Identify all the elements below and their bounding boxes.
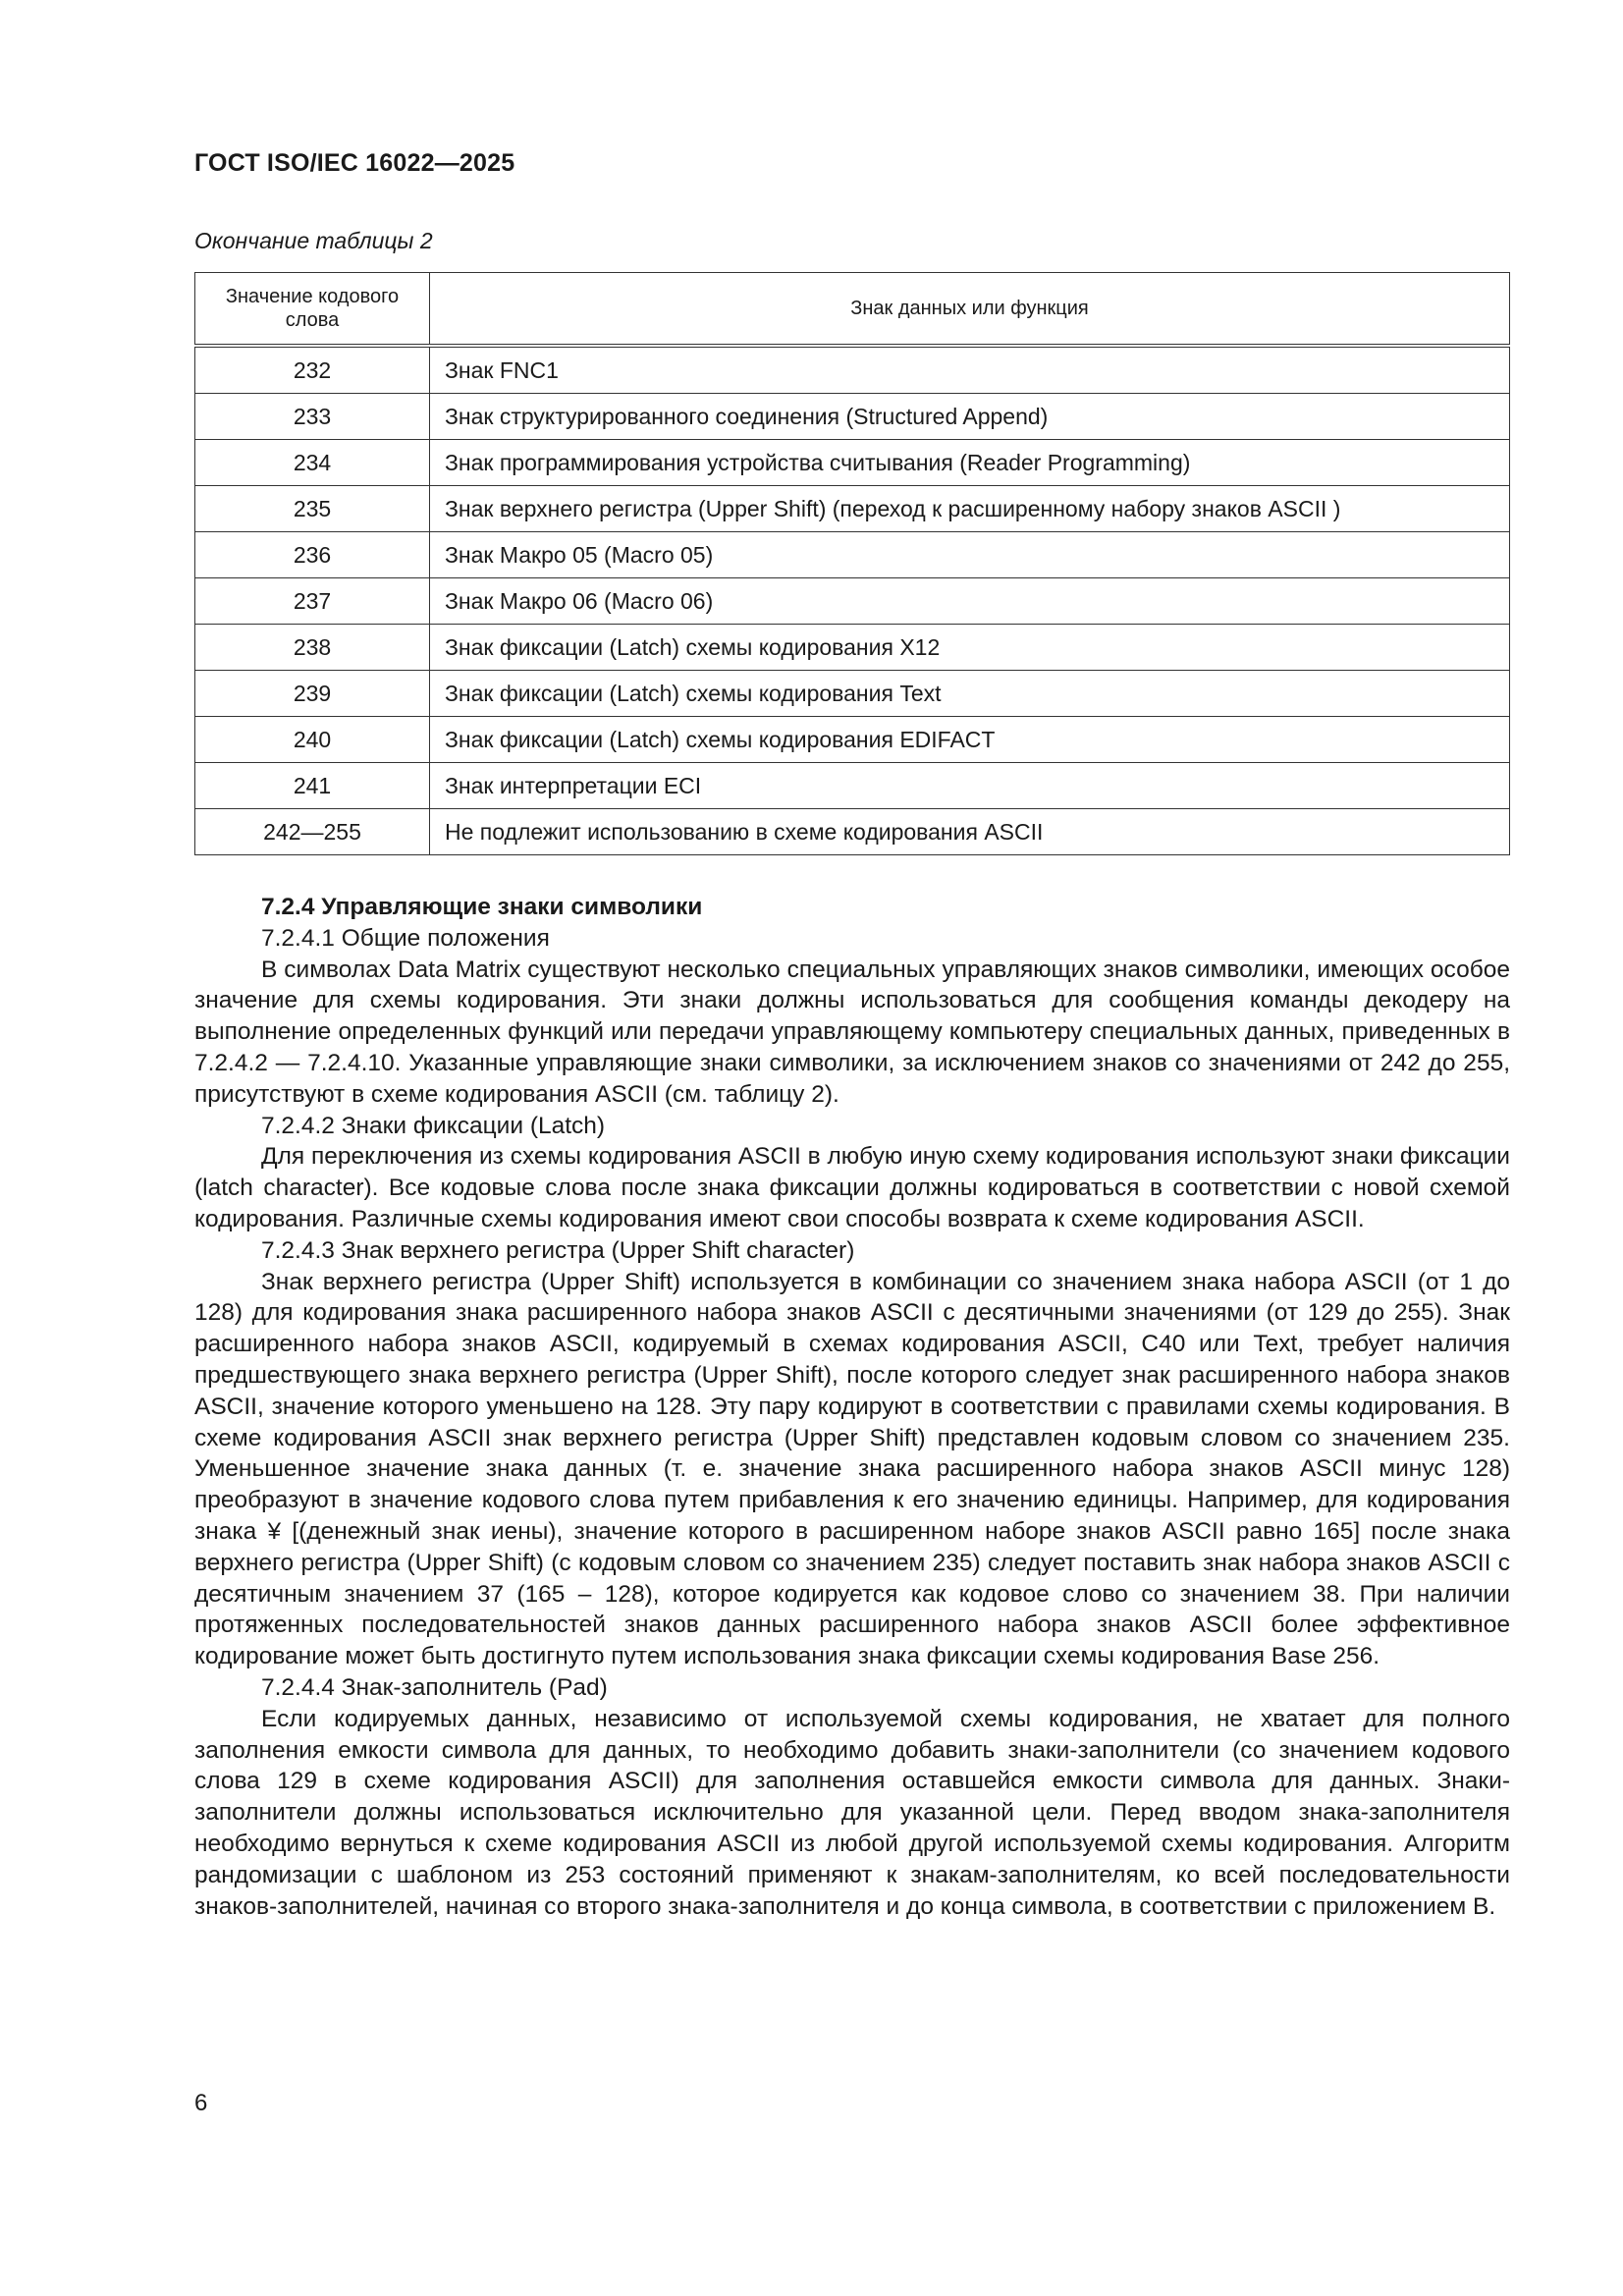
cell-description: Не подлежит использованию в схеме кодирования ASCII <box>430 809 1510 855</box>
column-header-code: Значение кодового слова <box>195 273 430 347</box>
table-row <box>195 578 1510 625</box>
cell-code: 242—255 <box>195 809 430 855</box>
cell-code: 239 <box>195 671 430 717</box>
cell-code: 233 <box>195 394 430 440</box>
cell-description: Знак интерпретации ECI <box>430 763 1510 809</box>
table-row <box>195 440 1510 486</box>
table-row <box>195 394 1510 440</box>
table-caption: Окончание таблицы 2 <box>194 228 433 253</box>
cell-code: 241 <box>195 763 430 809</box>
section-heading-7-2-4: 7.2.4 Управляющие знаки символики <box>261 894 703 920</box>
table-row <box>195 625 1510 671</box>
table-row <box>195 809 1510 855</box>
table-row <box>195 763 1510 809</box>
cell-description: Знак Макро 05 (Macro 05) <box>430 532 1510 578</box>
table-row <box>195 671 1510 717</box>
cell-description: Знак фиксации (Latch) схемы кодирования Text <box>430 671 1510 717</box>
body-text <box>194 892 1510 1922</box>
cell-description: Знак структурированного соединения (Structured Append) <box>430 394 1510 440</box>
paragraph-7-2-4-3: Знак верхнего регистра (Upper Shift) используется в комбинации со значением знака набора ASCII (от 1 до 128) для кодирования знака расширенного набора знаков ASCII с десятичными значениями (от 129 до 255). Знак расширенного набора знаков ASCII, кодируемый в схемах кодирования ASCII, C40 или Text, требует наличия предшествующего знака верхнего регистра (Upper Shift), после которого следует знак расширенного набора знаков ASCII, значение которого уменьшено на 128. Эту пару кодируют в соответствии с правилами схемы кодирования. В схеме кодирования ASCII знак верхнего регистра (Upper Shift) представлен кодовым словом со значением 235. Уменьшенное значение знака данных (т. е. значение знака расширенного набора знаков ASCII минус 128) преобразуют в значение кодового слова путем прибавления к его значению единицы. Например, для кодирования знака ¥ [(денежный знак иены), значение которого в расширенном наборе знаков ASCII равно 165] после знака верхнего регистра (Upper Shift) (с кодовым словом со значением 235) следует поставить знак набора знаков ASCII с десятичным значением 37 (165 – 128), которое кодируется как кодовое слово со значением 38. При наличии протяженных последовательностей знаков данных расширенного набора знаков ASCII более эффективное кодирование может быть достигнуто путем использования знака фиксации схемы кодирования Base 256. <box>194 1268 1510 1670</box>
page-number: 6 <box>194 2090 208 2116</box>
table-header-row <box>195 273 1510 347</box>
cell-description: Знак Макро 06 (Macro 06) <box>430 578 1510 625</box>
cell-description: Знак фиксации (Latch) схемы кодирования EDIFACT <box>430 717 1510 763</box>
subsection-heading-7-2-4-1: 7.2.4.1 Общие положения <box>261 924 550 952</box>
cell-description: Знак программирования устройства считывания (Reader Programming) <box>430 440 1510 486</box>
cell-code: 237 <box>195 578 430 625</box>
cell-code: 235 <box>195 486 430 532</box>
cell-code: 234 <box>195 440 430 486</box>
table-row <box>195 717 1510 763</box>
subsection-heading-7-2-4-3: 7.2.4.3 Знак верхнего регистра (Upper Shift character) <box>261 1236 855 1264</box>
table-row <box>195 532 1510 578</box>
table-row <box>195 486 1510 532</box>
codeword-table <box>194 272 1510 855</box>
subsection-heading-7-2-4-2: 7.2.4.2 Знаки фиксации (Latch) <box>261 1112 606 1139</box>
paragraph-7-2-4-1: В символах Data Matrix существуют несколько специальных управляющих знаков символики, имеющих особое значение для схемы кодирования. Эти знаки должны использоваться для сообщения команды декодеру на выполнение определенных функций или передачи управляющему компьютеру специальных данных, приведенных в 7.2.4.2 — 7.2.4.10. Указанные управляющие знаки символики, за исключением знаков со значениями от 242 до 255, присутствуют в схеме кодирования ASCII (см. таблицу 2). <box>194 956 1510 1108</box>
cell-code: 232 <box>195 346 430 394</box>
cell-description: Знак фиксации (Latch) схемы кодирования X12 <box>430 625 1510 671</box>
column-header-description: Знак данных или функция <box>430 273 1510 347</box>
table-row <box>195 346 1510 394</box>
cell-code: 238 <box>195 625 430 671</box>
cell-description: Знак верхнего регистра (Upper Shift) (переход к расширенному набору знаков ASCII ) <box>430 486 1510 532</box>
paragraph-7-2-4-2: Для переключения из схемы кодирования ASCII в любую иную схему кодирования используют знаки фиксации (latch character). Все кодовые слова после знака фиксации должны кодироваться в соответствии с новой схемой кодирования. Различные схемы кодирования имеют свои способы возврата к схеме кодирования ASCII. <box>194 1143 1510 1232</box>
paragraph-7-2-4-4: Если кодируемых данных, независимо от используемой схемы кодирования, не хватает для полного заполнения емкости символа для данных, то необходимо добавить знаки-заполнители (со значением кодового слова 129 в схеме кодирования ASCII) для заполнения оставшейся емкости символа для данных. Знаки-заполнители должны использоваться исключительно для указанной цели. Перед вводом знака-заполнителя необходимо вернуться к схеме кодирования ASCII из любой другой используемой схемы кодирования. Алгоритм рандомизации с шаблоном из 253 состояний применяют к знакам-заполнителям, ко всей последовательности знаков-заполнителей, начиная со второго знака-заполнителя и до конца символа, в соответствии с приложением В. <box>194 1705 1510 1920</box>
document-header: ГОСТ ISO/IEC 16022—2025 <box>194 149 515 177</box>
subsection-heading-7-2-4-4: 7.2.4.4 Знак-заполнитель (Pad) <box>261 1673 608 1701</box>
cell-description: Знак FNC1 <box>430 346 1510 394</box>
cell-code: 240 <box>195 717 430 763</box>
cell-code: 236 <box>195 532 430 578</box>
